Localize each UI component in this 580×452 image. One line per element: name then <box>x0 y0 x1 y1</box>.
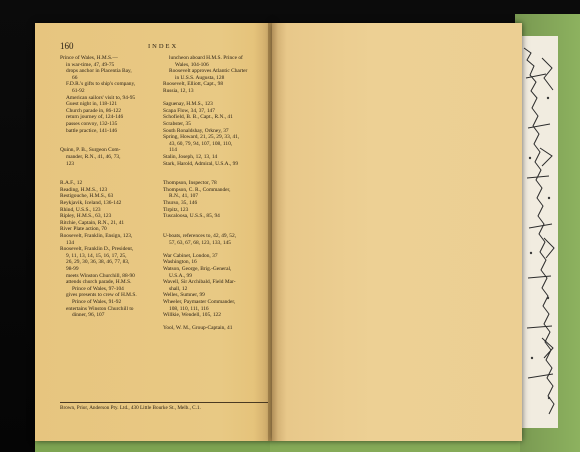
index-column-left <box>60 55 160 319</box>
index-entry: 43, 60, 79, 94, 107, 108, 110, <box>169 140 233 147</box>
index-entry: Willkie, Wendell, 105, 122 <box>163 312 221 319</box>
index-entry: River Plate action, 70 <box>60 226 107 233</box>
index-entry: Saguenay, H.M.S., 123 <box>163 101 213 108</box>
index-entry <box>60 141 160 148</box>
index-entry: attends church parade, H.M.S. <box>66 279 132 286</box>
index-entry: Prince of Wales, 91-92 <box>72 298 122 305</box>
index-entry: Guest night in, 118-121 <box>66 101 118 108</box>
index-entry: F.D.R.'s gifts to ship's company, <box>66 81 136 88</box>
index-entry: 66 <box>72 74 78 81</box>
index-entry <box>163 95 270 102</box>
index-entry: 57, 63, 67, 68, 123, 133, 145 <box>169 239 231 246</box>
index-entry <box>163 246 270 253</box>
index-entry: Schofield, B. B., Capt., R.N., 41 <box>163 114 233 121</box>
printer-imprint: Brown, Prior, Anderson Pty. Ltd., 430 Little Bourke St., Melb., C.1. <box>60 405 201 411</box>
index-entry: Wavell, Sir Archibald, Field Mar- <box>163 279 236 286</box>
index-entry: Ripley, H.M.S., 63, 123 <box>60 213 112 220</box>
index-entry: R.A.F., 12 <box>60 180 83 187</box>
index-entry: in war-time, 47, 49-75 <box>66 61 115 68</box>
index-entry: Thurso, 35, 146 <box>163 200 198 207</box>
index-entry: Spring, Howard, 21, 25, 29, 33, 41, <box>163 134 240 141</box>
index-column-right <box>163 55 270 332</box>
index-entry <box>60 134 160 141</box>
index-entry: Church parade in, 86-122 <box>66 107 122 114</box>
index-entry: return journey of, 124-146 <box>66 114 124 121</box>
index-entry: R.N., 41, 107 <box>169 193 199 200</box>
right-page-blank <box>272 23 522 441</box>
index-entry <box>163 319 270 326</box>
index-entry: Roosevelt, Elliott, Capt., 98 <box>163 81 224 88</box>
page-header: INDEX <box>148 43 179 50</box>
index-entry: Stalin, Joseph, 12, 13, 14 <box>163 153 218 160</box>
index-entry: Ritchie, Captain, R.N., 21, 41 <box>60 219 125 226</box>
index-entry: War Cabinet, London, 37 <box>163 252 218 259</box>
index-entry: Thompson, C. R., Commander, <box>163 186 231 193</box>
index-entry: meets Winston Churchill, 88-90 <box>66 272 135 279</box>
index-entry: Watson, George, Brig.-General, <box>163 266 232 272</box>
index-entry: Rhind, U.S.S., 123 <box>60 206 101 213</box>
index-entry: dinner, 96, 107 <box>72 312 105 319</box>
index-entry: Roosevelt approves Atlantic Charter <box>169 68 248 75</box>
index-entry: American sailors' visit to, 94-95 <box>66 94 136 101</box>
index-entry: Russia, 12, 13 <box>163 87 194 94</box>
index-entry: drops anchor in Placentia Bay, <box>66 68 132 75</box>
index-entry: Washington, 16 <box>163 259 197 266</box>
index-entry: 108, 110, 111, 116 <box>169 305 209 312</box>
index-entry: 123 <box>66 160 75 167</box>
index-entry: Roosevelt, Franklin D., President, <box>60 246 134 253</box>
index-entry: battle practice, 141-146 <box>66 127 118 134</box>
index-entry: Thompson, Inspector, 78 <box>163 180 217 187</box>
index-entry: Prince of Wales, H.M.S.— <box>60 55 118 61</box>
index-entry: Scapa Flow, 34, 37, 147 <box>163 107 215 114</box>
index-entry: luncheon aboard H.M.S. Prince of <box>169 55 243 61</box>
index-entry: Restigouche, H.M.S., 63 <box>60 193 114 200</box>
index-entry: 9, 11, 13, 14, 15, 16, 17, 25, <box>66 252 127 259</box>
index-entry: Scrabster, 35 <box>163 120 191 127</box>
index-entry: Prince of Wales, 97-104 <box>72 285 124 292</box>
index-entry: 26, 29, 30, 36, 38, 46, 77, 83, <box>66 259 130 266</box>
index-entry: Roosevelt, Franklin, Ensign, 123, <box>60 233 133 240</box>
index-entry <box>163 167 270 174</box>
index-entry <box>163 220 270 227</box>
index-entry: Tuscaloosa, U.S.S., 85, 94 <box>163 213 220 220</box>
footer-rule <box>60 402 268 403</box>
index-entry: passes convoy, 132-135 <box>66 120 118 127</box>
index-entry: Reading, H.M.S., 123 <box>60 186 108 193</box>
index-entry: entertains Winston Churchill to <box>66 305 134 312</box>
index-entry: U-boats, references to, 42, 49, 52, <box>163 233 237 240</box>
index-entry: Welles, Sumner, 99 <box>163 292 205 299</box>
index-entry: in U.S.S. Augusta, 128 <box>175 74 225 81</box>
index-entry: Wales, 104-106 <box>175 61 209 68</box>
index-entry: Stark, Harold, Admiral, U.S.A., 99 <box>163 160 239 167</box>
index-entry <box>60 174 160 181</box>
index-entry: 114 <box>169 147 177 154</box>
index-entry <box>60 167 160 174</box>
index-entry: Wheeler, Paymaster Commander, <box>163 298 236 305</box>
index-entry: Reykjavik, Iceland, 136-142 <box>60 200 122 207</box>
index-entry: shall, 12 <box>169 285 188 292</box>
page-number: 160 <box>60 41 74 51</box>
index-entry: gives presents to crew of H.M.S. <box>66 292 137 299</box>
index-entry: 61-92 <box>72 87 85 94</box>
index-entry: Yool, W. M., Group-Captain, 41 <box>163 325 233 332</box>
index-entry: mander, R.N., 41, 46, 73, <box>66 153 121 160</box>
map-endpaper-illustration <box>522 38 556 426</box>
index-entry: South Ronaldshay, Orkney, 37 <box>163 127 229 134</box>
index-entry <box>163 174 270 181</box>
index-entry: 98-99 <box>66 266 79 272</box>
index-entry: Tirpitz, 123 <box>163 206 189 213</box>
index-entry: U.S.A., 99 <box>169 272 192 279</box>
index-entry: 134 <box>66 239 75 246</box>
index-entry: Quinn, P. B., Surgeon Com- <box>60 147 121 154</box>
